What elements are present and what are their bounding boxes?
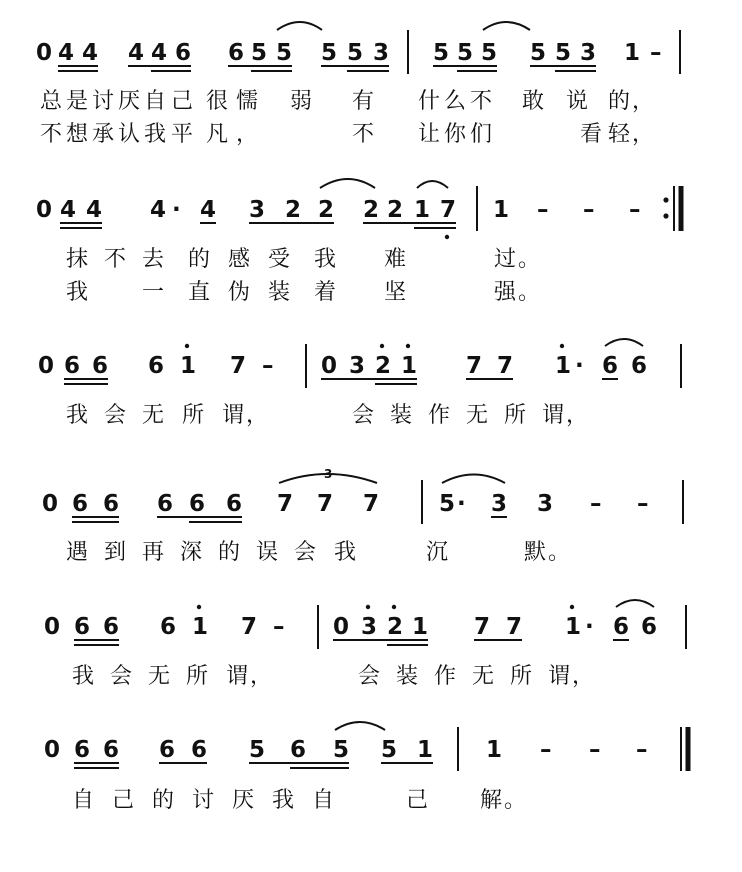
lyric-char: 平 xyxy=(171,122,194,147)
lyrics-line-1b xyxy=(40,122,654,147)
note: 3 xyxy=(580,40,597,66)
lyric-char: 误 xyxy=(256,540,279,565)
note: 5 xyxy=(457,40,474,66)
lyric-char: 的 xyxy=(188,247,211,272)
note: – xyxy=(629,197,641,223)
note: 6 xyxy=(191,737,208,763)
note: 4 xyxy=(86,197,103,223)
note: · xyxy=(457,491,466,517)
note: 0 xyxy=(333,614,350,640)
notes-line-1 xyxy=(36,40,662,66)
lyric-char: 我 xyxy=(66,403,89,428)
note: 1 xyxy=(565,614,582,640)
note: 5 xyxy=(439,491,456,517)
staff-line-5 xyxy=(44,600,686,649)
note: 1 xyxy=(493,197,510,223)
lyric-char: 不 xyxy=(40,122,63,147)
note: 5 xyxy=(333,737,350,763)
note: 4 xyxy=(82,40,99,66)
lyric-char: 很 xyxy=(206,89,229,114)
lyric-char: 谓 xyxy=(226,664,249,689)
lyric-char: 。 xyxy=(504,788,527,813)
lyric-char: ， xyxy=(250,664,273,689)
lyric-char: 默 xyxy=(524,540,547,565)
lyric-char: 的 xyxy=(218,540,241,565)
lyrics-line-2b xyxy=(66,280,540,305)
note: 6 xyxy=(631,353,648,379)
note: – xyxy=(650,40,662,66)
note: 6 xyxy=(72,491,89,517)
note: 0 xyxy=(38,353,55,379)
note: 7 xyxy=(363,491,380,517)
staff-line-2 xyxy=(36,179,681,239)
staff-line-4 xyxy=(42,467,683,524)
lyric-char: 遇 xyxy=(66,540,89,565)
lyric-char: 过 xyxy=(494,247,517,272)
lyric-char: 会 xyxy=(352,403,375,428)
lyric-char: 己 xyxy=(112,788,135,813)
lyric-char: 难 xyxy=(384,247,407,272)
note: 3 xyxy=(373,40,390,66)
lyric-char: 讨 xyxy=(192,788,215,813)
note: 6 xyxy=(64,353,81,379)
note: 3 xyxy=(537,491,554,517)
note: 1 xyxy=(417,737,434,763)
lyric-char: 会 xyxy=(110,664,133,689)
note: 5 xyxy=(321,40,338,66)
note: 2 xyxy=(318,197,335,223)
note: · xyxy=(172,197,181,223)
octave-dots xyxy=(197,605,574,609)
note: 6 xyxy=(613,614,630,640)
note: 6 xyxy=(74,614,91,640)
beam-lines xyxy=(58,66,596,71)
note: 4 xyxy=(200,197,217,223)
notes-line-4 xyxy=(42,491,649,517)
note: 6 xyxy=(160,614,177,640)
lyric-char: 抹 xyxy=(66,247,89,272)
note: 7 xyxy=(230,353,247,379)
lyric-char: 凡 xyxy=(206,122,229,147)
note: 0 xyxy=(321,353,338,379)
lyric-char: 装 xyxy=(396,664,419,689)
lyric-char: 深 xyxy=(180,540,203,565)
lyric-char: 弱 xyxy=(290,89,313,114)
note: 6 xyxy=(175,40,192,66)
note: – xyxy=(273,614,285,640)
note: 0 xyxy=(36,40,53,66)
note: 0 xyxy=(44,737,61,763)
note: 3 xyxy=(361,614,378,640)
lyric-char: ， xyxy=(632,122,655,147)
lyric-char: 厌 xyxy=(232,788,255,813)
lyric-char: 是 xyxy=(66,89,89,114)
lyric-char: 我 xyxy=(144,122,167,147)
note: – xyxy=(540,737,552,763)
staff-line-6 xyxy=(44,722,688,771)
lyric-char: 想 xyxy=(66,122,89,147)
lyric-char: 所 xyxy=(510,664,533,689)
lyric-char: 伪 xyxy=(228,280,251,305)
repeat-dots xyxy=(663,197,668,218)
note: 4 xyxy=(150,197,167,223)
lyric-char: 。 xyxy=(518,247,541,272)
lyric-char: 无 xyxy=(472,664,495,689)
lyric-char: 不 xyxy=(104,247,127,272)
note: 6 xyxy=(74,737,91,763)
lyric-char: 厌 xyxy=(118,89,141,114)
lyric-char: 强 xyxy=(494,280,517,305)
note: 5 xyxy=(433,40,450,66)
note: 7 xyxy=(497,353,514,379)
slurs xyxy=(279,474,505,483)
beam-lines xyxy=(64,379,618,384)
note: 2 xyxy=(387,614,404,640)
lyric-char: 不 xyxy=(470,89,493,114)
note: 0 xyxy=(42,491,59,517)
lyric-char: 无 xyxy=(466,403,489,428)
note: 3 xyxy=(249,197,266,223)
lyric-char: 所 xyxy=(186,664,209,689)
octave-dots xyxy=(185,344,564,348)
note: 2 xyxy=(387,197,404,223)
lyric-char: 谓 xyxy=(548,664,571,689)
note: · xyxy=(585,614,594,640)
lyric-char: 解 xyxy=(480,788,503,813)
note: · xyxy=(575,353,584,379)
lyric-char: 己 xyxy=(171,89,194,114)
lyric-char: 坚 xyxy=(384,280,407,305)
lyric-char: 装 xyxy=(268,280,291,305)
lyric-char: 我 xyxy=(314,247,337,272)
lyric-char: 直 xyxy=(188,280,211,305)
note: 5 xyxy=(347,40,364,66)
note: 5 xyxy=(481,40,498,66)
note: 6 xyxy=(103,614,120,640)
lyric-char: 我 xyxy=(66,280,89,305)
lyric-char: 懦 xyxy=(236,89,259,114)
lyric-char: 总 xyxy=(40,89,63,114)
lyrics-line-4 xyxy=(66,540,570,565)
note: 6 xyxy=(641,614,658,640)
lyric-char: 所 xyxy=(182,403,205,428)
note: 5 xyxy=(251,40,268,66)
lyric-char: 我 xyxy=(334,540,357,565)
notes-line-2 xyxy=(36,197,641,223)
note: – xyxy=(637,491,649,517)
lyric-char: 着 xyxy=(314,280,337,305)
note: 1 xyxy=(414,197,431,223)
note: 1 xyxy=(555,353,572,379)
note: 5 xyxy=(530,40,547,66)
note: 1 xyxy=(180,353,197,379)
lyric-char: 会 xyxy=(294,540,317,565)
note: 3 xyxy=(491,491,508,517)
note: 4 xyxy=(151,40,168,66)
note: 5 xyxy=(276,40,293,66)
lyric-char: 谓 xyxy=(222,403,245,428)
note: 6 xyxy=(228,40,245,66)
slurs xyxy=(335,722,385,730)
note: 6 xyxy=(159,737,176,763)
note: 6 xyxy=(290,737,307,763)
note: – xyxy=(590,491,602,517)
lyric-char: ， xyxy=(246,403,269,428)
triplet-mark: 3 xyxy=(324,467,333,481)
lyric-char: 们 xyxy=(470,122,493,147)
note: 1 xyxy=(401,353,418,379)
lyric-char: 让 xyxy=(418,122,441,147)
lyric-char: 自 xyxy=(144,89,167,114)
lyric-char: 我 xyxy=(272,788,295,813)
note: 7 xyxy=(317,491,334,517)
lyric-char: 你 xyxy=(444,122,467,147)
note: 7 xyxy=(466,353,483,379)
note: 3 xyxy=(349,353,366,379)
lyric-char: 什 xyxy=(418,89,441,114)
octave-dots xyxy=(445,235,449,239)
lyric-char: 。 xyxy=(518,280,541,305)
note: 2 xyxy=(363,197,380,223)
lyric-char: 无 xyxy=(142,403,165,428)
lyrics-line-3 xyxy=(66,403,588,428)
lyric-char: 到 xyxy=(104,540,127,565)
slurs xyxy=(605,339,643,346)
lyric-char: 沉 xyxy=(426,540,449,565)
lyric-char: 会 xyxy=(104,403,127,428)
note: 6 xyxy=(602,353,619,379)
lyric-char: ， xyxy=(566,403,589,428)
note: 0 xyxy=(36,197,53,223)
lyric-char: 看 xyxy=(580,122,603,147)
lyric-char: 谓 xyxy=(542,403,565,428)
note: 1 xyxy=(192,614,209,640)
lyric-char: ， xyxy=(236,122,259,147)
lyrics-line-1a xyxy=(40,89,654,114)
note: 1 xyxy=(624,40,641,66)
beam-lines xyxy=(60,223,456,228)
lyric-char: 作 xyxy=(428,403,451,428)
note: 4 xyxy=(128,40,145,66)
note: 1 xyxy=(486,737,503,763)
staff-line-1 xyxy=(36,22,680,74)
notes-line-6 xyxy=(44,737,648,763)
note: 5 xyxy=(555,40,572,66)
note: 6 xyxy=(226,491,243,517)
slurs xyxy=(616,600,654,607)
note: – xyxy=(636,737,648,763)
beam-lines xyxy=(74,763,433,768)
notes-line-3 xyxy=(38,353,647,379)
note: 6 xyxy=(148,353,165,379)
lyric-char: 的 xyxy=(152,788,175,813)
lyric-char: ， xyxy=(572,664,595,689)
lyric-char: 感 xyxy=(228,247,251,272)
note: 6 xyxy=(92,353,109,379)
note: 0 xyxy=(44,614,61,640)
lyric-char: 自 xyxy=(72,788,95,813)
lyric-char: 认 xyxy=(118,122,141,147)
note: 2 xyxy=(375,353,392,379)
note: 6 xyxy=(189,491,206,517)
lyric-char: 说 xyxy=(566,89,589,114)
note: 5 xyxy=(381,737,398,763)
note: 4 xyxy=(60,197,77,223)
note: 7 xyxy=(440,197,457,223)
lyric-char: 么 xyxy=(444,89,467,114)
lyric-char: 有 xyxy=(352,89,375,114)
lyric-char: 一 xyxy=(142,280,165,305)
lyric-char: 我 xyxy=(72,664,95,689)
lyric-char: 承 xyxy=(92,122,115,147)
lyric-char: 轻 xyxy=(608,122,631,147)
lyric-char: 再 xyxy=(142,540,165,565)
slurs xyxy=(320,179,448,188)
slurs xyxy=(277,22,530,30)
note: 2 xyxy=(285,197,302,223)
beam-lines xyxy=(72,517,507,522)
lyrics-line-5 xyxy=(72,664,594,689)
beam-lines xyxy=(74,640,629,645)
note: 6 xyxy=(103,737,120,763)
lyrics-line-2a xyxy=(66,247,540,272)
staff-line-3 xyxy=(38,339,681,388)
lyric-char: 己 xyxy=(406,788,429,813)
note: 6 xyxy=(157,491,174,517)
lyric-char: 自 xyxy=(312,788,335,813)
note: 5 xyxy=(249,737,266,763)
note: 7 xyxy=(474,614,491,640)
note: 4 xyxy=(58,40,75,66)
note: – xyxy=(589,737,601,763)
lyric-char: 。 xyxy=(548,540,571,565)
note: 7 xyxy=(506,614,523,640)
note: 7 xyxy=(277,491,294,517)
lyric-char: 会 xyxy=(358,664,381,689)
notes-line-5 xyxy=(44,614,657,640)
note: – xyxy=(262,353,274,379)
lyric-char: 受 xyxy=(268,247,291,272)
lyrics-line-6 xyxy=(72,788,526,813)
lyric-char: 所 xyxy=(504,403,527,428)
lyric-char: 讨 xyxy=(92,89,115,114)
note: 6 xyxy=(103,491,120,517)
lyric-char: 敢 xyxy=(522,89,545,114)
lyric-char: 作 xyxy=(434,664,457,689)
note: 7 xyxy=(241,614,258,640)
note: 1 xyxy=(412,614,429,640)
note: – xyxy=(583,197,595,223)
lyric-char: 无 xyxy=(148,664,171,689)
lyric-char: 装 xyxy=(390,403,413,428)
lyric-char: ， xyxy=(632,89,655,114)
lyric-char: 的 xyxy=(608,89,631,114)
note: – xyxy=(537,197,549,223)
lyric-char: 不 xyxy=(352,122,375,147)
lyric-char: 去 xyxy=(142,247,165,272)
